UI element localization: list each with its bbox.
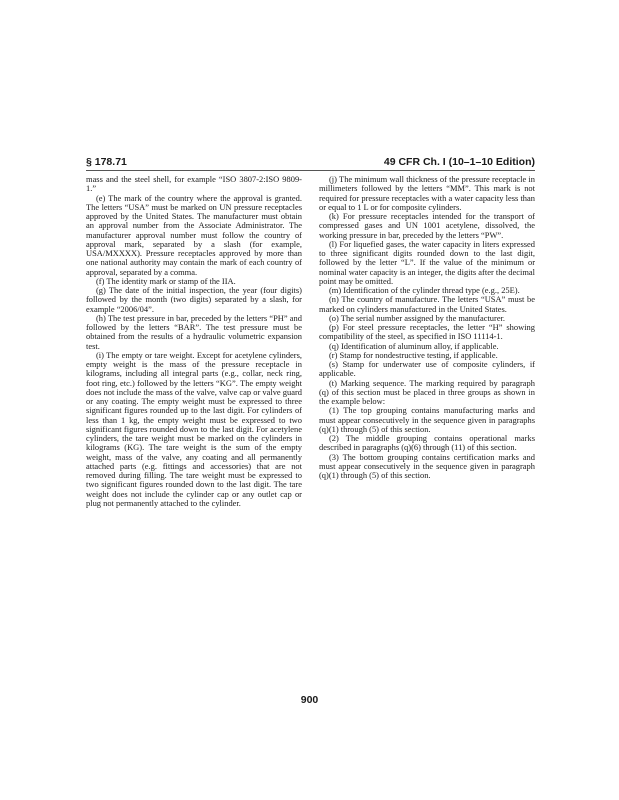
header-rule	[86, 170, 535, 171]
paragraph: (i) The empty or tare weight. Except for acetylene cylinders, empty weight is the mass of the pressure receptacle in kilograms, including all integral parts (e.g., collar, neck ring, foot ring, etc.) followed by the letters “KG”. The empty weight does not include the mass of the valve, valve cap or valve guard or any coating. The empty weight must be expressed to three significant figures rounded up to the last digit. For cylinders of less than 1 kg, the empty weight must be expressed to two significant figures rounded down to the last digit. For acetylene cylinders, the tare weight must be marked on the cylinders in kilograms (KG). The tare weight is the sum of the empty weight, mass of the valve, any coating and all permanently attached parts (e.g. fittings and accessories) that are not removed during filling. The tare weight must be expressed to two significant figures rounded down to the last digit. The tare weight does not include the cylinder cap or any outlet cap or plug not permanently attached to the cylinder.	[86, 349, 302, 508]
paragraph: (q) Identification of aluminum alloy, if applicable.	[329, 340, 499, 351]
section-number: § 178.71	[86, 156, 127, 168]
paragraph: (g) The date of the initial inspection, the year (four digits) followed by the month (two digits) separated by a slash, for example “2006/04”.	[86, 285, 302, 314]
paragraph: (r) Stamp for nondestructive testing, if applicable.	[329, 349, 498, 360]
paragraph: (2) The middle grouping contains operational marks described in paragraphs (q)(6) through (11) of this section.	[319, 433, 535, 453]
paragraph: (m) Identification of the cylinder thread type (e.g., 25E).	[329, 285, 520, 295]
page-number: 900	[300, 694, 319, 706]
right-column	[319, 175, 535, 480]
paragraph: (t) Marking sequence. The marking required by paragraph (q) of this section must be placed in three groups as shown in the example below:	[319, 377, 535, 406]
paragraph: (3) The bottom grouping contains certification marks and must appear consecutively in the sequence given in paragraph (q)(1) through (5) of this section.	[319, 451, 535, 480]
cfr-title: 49 CFR Ch. I (10–1–10 Edition)	[383, 156, 535, 168]
paragraph: (j) The minimum wall thickness of the pressure receptacle in millimeters followed by the letters “MM”. This mark is not required for pressure receptacles with a water capacity less than or equal to 1 L or for composite cylinders.	[319, 174, 535, 212]
paragraph: (1) The top grouping contains manufacturing marks and must appear consecutively in the sequence given in paragraphs (q)(1) through (5) of this section.	[319, 405, 535, 434]
paragraph: (s) Stamp for underwater use of composite cylinders, if applicable.	[319, 359, 535, 379]
paragraph: (o) The serial number assigned by the manufacturer.	[329, 312, 506, 323]
paragraph: (p) For steel pressure receptacles, the letter “H” showing compatibility of the steel, as specified in ISO 11114-1.	[319, 322, 535, 342]
paragraph: (l) For liquefied gases, the water capacity in liters expressed to three significant digits rounded down to the last digit, followed by the letter “L”. If the value of the minimum or nominal water capacity is an integer, the digits after the decimal point may be omitted.	[319, 238, 535, 286]
left-column	[86, 175, 302, 508]
paragraph: (e) The mark of the country where the approval is granted. The letters “USA” must be marked on UN pressure receptacles approved by the United States. The manufacturer must obtain an approval number from the Associate Administrator. The manufacturer approval number must follow the country of approval mark, separated by a slash (for example, USA/MXXXX). Pressure receptacles approved by more than one national authority may contain the mark of each country of approval, separated by a comma.	[86, 192, 302, 277]
paragraph: (k) For pressure receptacles intended for the transport of compressed gases and UN 1001 acetylene, dissolved, the working pressure in bar, preceded by the letters “PW”.	[319, 211, 535, 240]
paragraph: (f) The identity mark or stamp of the IIA.	[96, 275, 236, 286]
paragraph: mass and the steel shell, for example “ISO 3807-2:ISO 9809-1.”	[86, 174, 302, 194]
paragraph: (h) The test pressure in bar, preceded by the letters “PH” and followed by the letters “BAR”. The test pressure must be obtained from the results of a hydraulic volumetric expansion test.	[86, 312, 302, 351]
paragraph: (n) The country of manufacture. The letters “USA” must be marked on cylinders manufactured in the United States.	[319, 294, 535, 314]
running-header	[86, 156, 535, 168]
